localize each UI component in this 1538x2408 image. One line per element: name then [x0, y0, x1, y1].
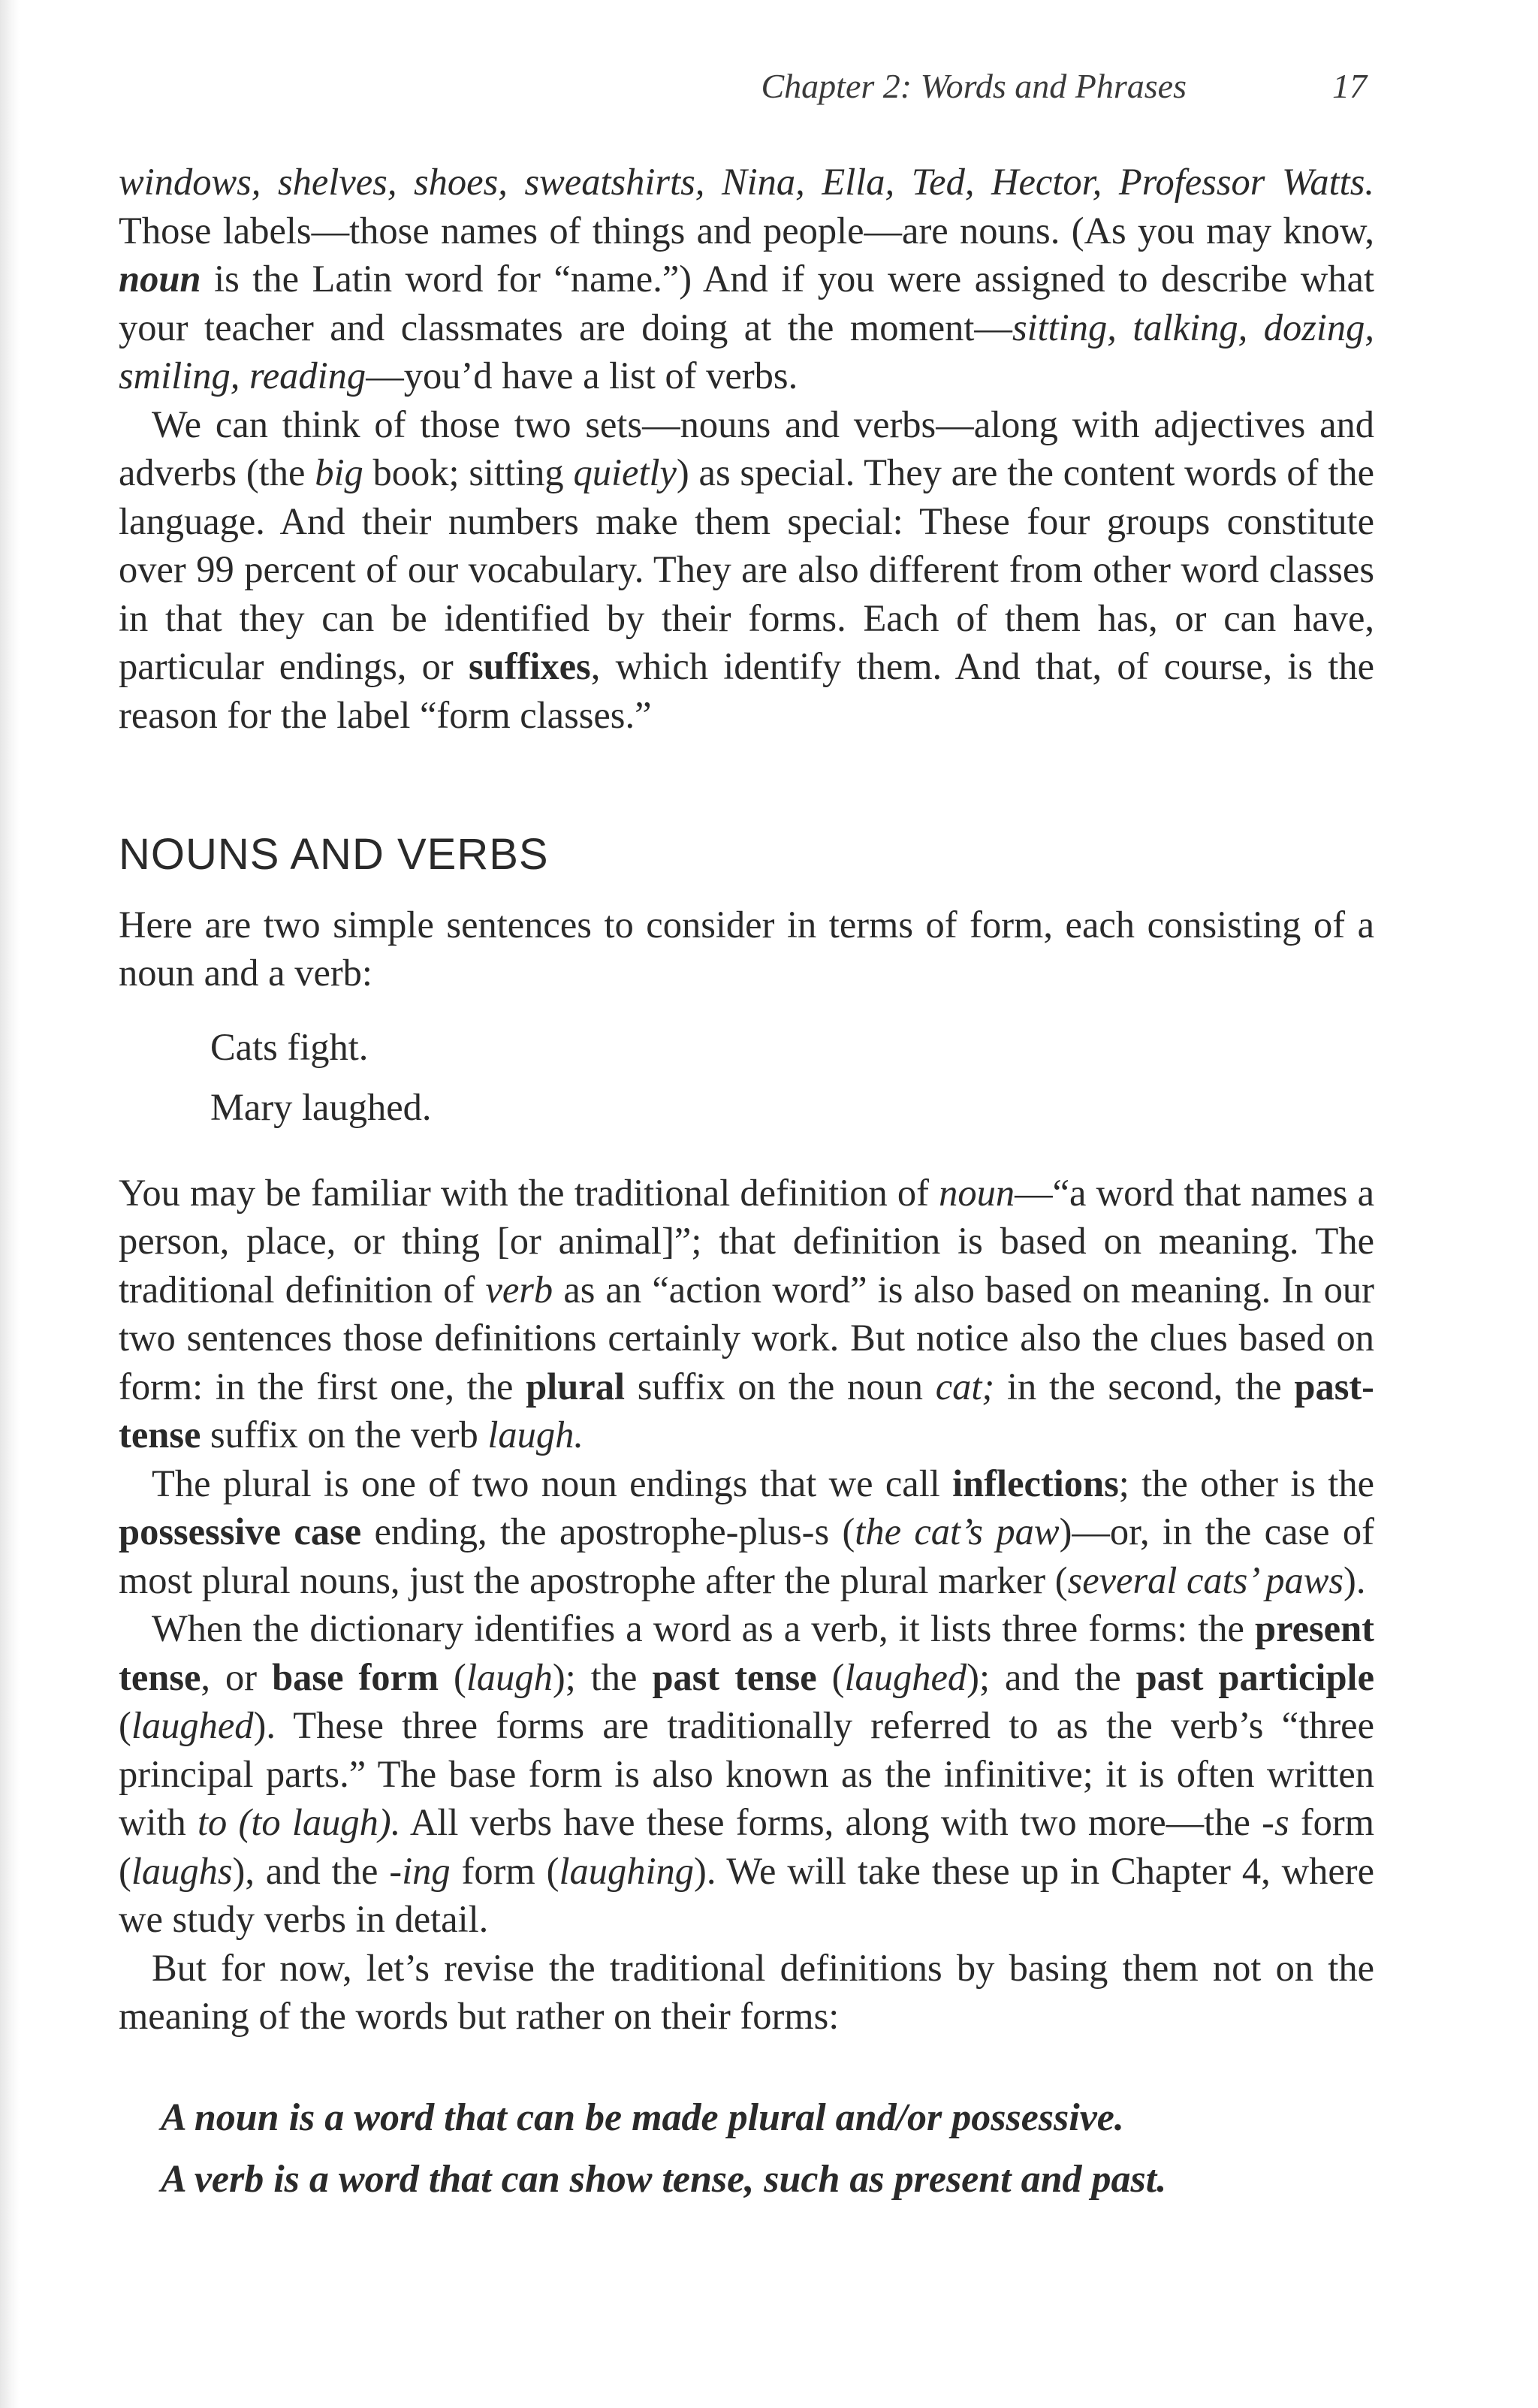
noun-list: windows, shelves, shoes, sweatshirts, Nina, Ella, Ted, Hector, Professor Watts. — [119, 161, 1374, 203]
example-sentence: Cats fight. — [210, 1025, 369, 1068]
term-base-form: base form — [272, 1655, 439, 1698]
paragraph-7: But for now, let’s revise the traditional definitions by basing them not on the meaning of the words but rather on their forms: — [119, 1946, 1374, 2037]
term-plural: plural — [526, 1365, 625, 1408]
term-past-tense: past tense — [652, 1655, 817, 1698]
paragraph-5: The plural is one of two noun endings that we call inflections; the other is the possessive case ending, the apostrophe-plus-s (the cat’s paw)—or, in the case of most plural nouns, just the apostrophe after the plural marker (several cats’ paws). — [119, 1462, 1374, 1601]
paragraph-2: We can think of those two sets—nouns and verbs—along with adjectives and adverbs (the big book; sitting quietly) as special. They are the content words of the language. And their numbers make them special: These four groups constitute over 99 percent of our vocabulary. They are also different from other word classes in that they can be identified by their forms. Each of them has, or can have, particular endings, or suffixes, which identify them. And that, of course, is the reason for the label “form classes.” — [119, 403, 1375, 736]
term-present-tense: present tense — [119, 1607, 1374, 1698]
example-sentence: Mary laughed. — [210, 1085, 432, 1128]
term-suffixes: suffixes — [468, 645, 591, 687]
body-text — [119, 158, 1374, 2210]
example-sentences — [210, 1017, 1374, 1137]
page-edge-shadow — [0, 0, 20, 2408]
chapter-title: Chapter 2: Words and Phrases — [761, 67, 1187, 105]
verb-list: sitting, talking, dozing, smiling, reading — [119, 306, 1375, 397]
paragraph-6: When the dictionary identifies a word as a verb, it lists three forms: the present tense, or base form (laugh); the past tense (laughed); and the past participle (laughed). These three forms are traditionally referred to as the verb’s “three principal parts.” The base form is also known as the infinitive; it is often written with to (to laugh). All verbs have these forms, along with two more—the -s form (laughs), and the -ing form (laughing). We will take these up in Chapter 4, where we study verbs in detail. — [119, 1607, 1375, 1940]
section-heading: NOUNS AND VERBS — [119, 830, 549, 879]
term-inflections: inflections — [952, 1462, 1119, 1504]
page-number: 17 — [1332, 67, 1367, 105]
verb-definition-rule: A verb is a word that can show tense, such as present and past. — [161, 2157, 1167, 2201]
paragraph-4: You may be familiar with the traditional definition of noun—“a word that names a person, place, or thing [or animal]”; that definition is based on meaning. The traditional definition of verb as an “action word” is also based on meaning. In our two sentences those definitions certainly work. But notice also the clues based on form: in the first one, the plural suffix on the noun cat; in the second, the past-tense suffix on the verb laugh. — [119, 1171, 1374, 1456]
term-past-participle: past participle — [1135, 1655, 1374, 1698]
noun-definition-rule: A noun is a word that can be made plural and/or possessive. — [161, 2096, 1124, 2139]
term-possessive-case: possessive case — [119, 1510, 362, 1553]
term-past-tense: past-tense — [119, 1365, 1374, 1456]
paragraph-1: windows, shelves, shoes, sweatshirts, Nina, Ella, Ted, Hector, Professor Watts. Those labels—those names of things and people—are nouns. (As you may know, noun is the Latin word for “name.”) And if you were assigned to describe what your teacher and classmates are doing at the moment—sitting, talking, dozing, smiling, reading—you’d have a list of verbs. — [119, 161, 1375, 397]
paragraph-3: Here are two simple sentences to consider in terms of form, each consisting of a noun and a verb: — [119, 903, 1374, 994]
